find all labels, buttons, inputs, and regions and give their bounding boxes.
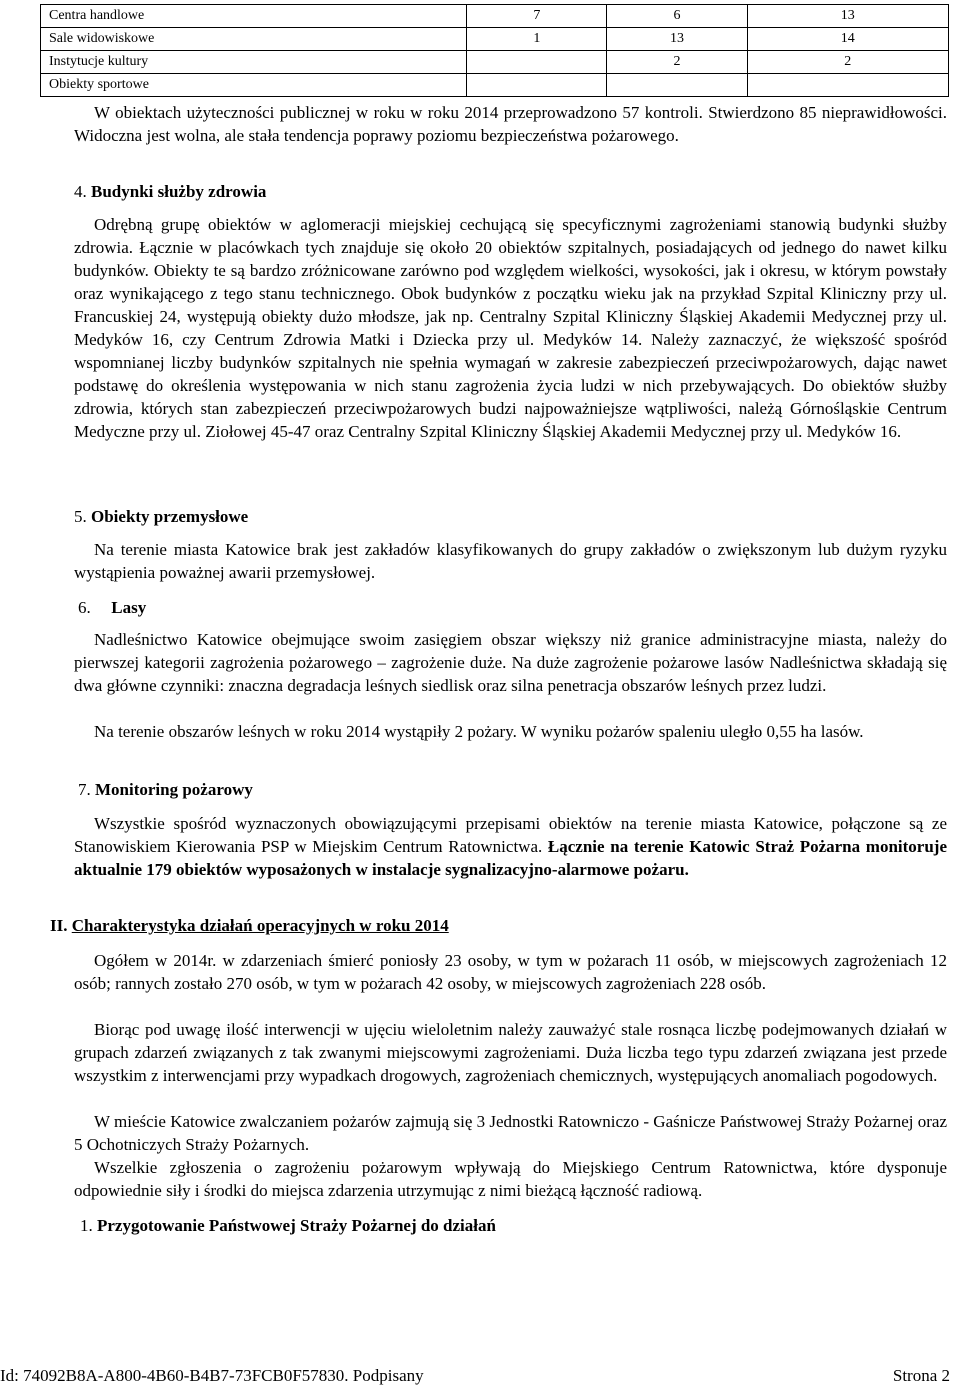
table-cell: 1 bbox=[467, 28, 607, 51]
paragraph-forest-risk: Nadleśnictwo Katowice obejmujące swoim zasięgiem obszar większy niż granice administracyjne miasta, należy do pierwszej kategorii zagrożenia pożarowego – zagrożenie duże. Na duże zagrożenie pożarowe lasów Nadleśnictwa składają się dwa główne czynniki: znaczna degradacja leśnych siedlisk oraz silna penetracja obszarów leśnych przez ludzi. bbox=[74, 630, 947, 695]
table-cell: 13 bbox=[607, 28, 747, 51]
table-cell: Sale widowiskowe bbox=[41, 28, 467, 51]
section-number: II. bbox=[50, 916, 68, 935]
page-number: Strona 2 bbox=[892, 1366, 950, 1385]
section-number: 7. bbox=[78, 780, 91, 799]
paragraph-industry: Na terenie miasta Katowice brak jest zakładów klasyfikowanych do grupy zakładów o zwiększonym lub dużym ryzyku wystąpienia poważnej awarii przemysłowej. bbox=[74, 540, 947, 582]
table-cell: 6 bbox=[607, 5, 747, 28]
table-cell: 13 bbox=[747, 5, 948, 28]
buildings-table bbox=[40, 4, 949, 97]
table-cell bbox=[607, 74, 747, 97]
table-cell bbox=[747, 74, 948, 97]
table-cell: Centra handlowe bbox=[41, 5, 467, 28]
paragraph-forest-fires: Na terenie obszarów leśnych w roku 2014 wystąpiły 2 pożary. W wyniku pożarów spaleniu uległo 0,55 ha lasów. bbox=[94, 722, 864, 741]
table-row bbox=[41, 74, 949, 97]
table-cell: Instytucje kultury bbox=[41, 51, 467, 74]
section-title: Budynki służby zdrowia bbox=[91, 182, 267, 201]
section-title: Lasy bbox=[111, 598, 147, 617]
section-number: 5. bbox=[74, 507, 87, 526]
table-cell: 2 bbox=[607, 51, 747, 74]
section-7-heading bbox=[78, 778, 253, 801]
table-row bbox=[41, 28, 949, 51]
section-6-heading bbox=[78, 596, 146, 619]
section-title: Charakterystyka działań operacyjnych w roku 2014 bbox=[71, 916, 449, 935]
section-4-heading bbox=[74, 180, 266, 203]
table-cell bbox=[467, 74, 607, 97]
table-row bbox=[41, 5, 949, 28]
table-cell: Obiekty sportowe bbox=[41, 74, 467, 97]
table-cell: 2 bbox=[747, 51, 948, 74]
monitoring-text: Wszystkie spośród wyznaczonych obowiązującymi przepisami obiektów na terenie miasta Katowice, połączone są ze Stanowiskiem Kierowania PSP w Miejskim Centrum Ratownictwa. bbox=[74, 814, 947, 856]
section-title: Obiekty przemysłowe bbox=[91, 507, 249, 526]
paragraph-interventions: Biorąc pod uwagę ilość interwencji w ujęciu wieloletnim należy zauważyć stale rosnąca liczbę podejmowanych działań w grupach zdarzeń związanych z tak zwanymi miejscowymi zagrożeniami. Duża liczba tego typu zdarzeń związana jest przede wszystkim z interwencjami przy wypadkach drogowych, zagrożeniach chemicznych, występujących anomaliach pogodowych. bbox=[74, 1020, 947, 1085]
section-5-heading bbox=[74, 505, 248, 528]
table-cell: 14 bbox=[747, 28, 948, 51]
section-number: 4. bbox=[74, 182, 87, 201]
page-footer bbox=[0, 1364, 960, 1387]
paragraph-notifications: Wszelkie zgłoszenia o zagrożeniu pożarowym wpływają do Miejskiego Centrum Ratownictwa, które dysponuje odpowiednie siły i środki do miejsca zdarzenia utrzymując z nimi bieżącą łączność radiową. bbox=[74, 1158, 947, 1200]
monitoring-summary: Łącznie na terenie Katowic Straż Pożarna monitoruje aktualnie 179 obiektów wyposażonych w instalacje sygnalizacyjno-alarmowe pożaru. bbox=[74, 837, 948, 879]
paragraph-casualties: Ogółem w 2014r. w zdarzeniach śmierć poniosły 23 osoby, w tym w pożarach 11 osób, w miejscowych zagrożeniach 12 osób; rannych zostało 270 osób, w tym w pożarach 42 osoby, w miejscowych zagrożeniach 228 osób. bbox=[74, 951, 947, 993]
subsection-1-heading bbox=[80, 1214, 496, 1237]
paragraph-public-buildings: W obiektach użyteczności publicznej w roku w roku 2014 przeprowadzono 57 kontroli. Stwierdzono 85 nieprawidłowości. Widoczna jest wolna, ale stała tendencja poprawy poziomu bezpieczeństwa pożarowego. bbox=[74, 103, 947, 145]
table-cell bbox=[467, 51, 607, 74]
paragraph-monitoring bbox=[74, 812, 947, 881]
section-II-heading bbox=[50, 914, 449, 937]
document-id: Id: 74092B8A-A800-4B60-B4B7-73FCB0F57830. Podpisany bbox=[0, 1366, 424, 1385]
section-title: Monitoring pożarowy bbox=[95, 780, 253, 799]
paragraph-units: W mieście Katowice zwalczaniem pożarów zajmują się 3 Jednostki Ratowniczo - Gaśnicze Państwowej Straży Pożarnej oraz 5 Ochotniczych Straży Pożarnych. bbox=[74, 1112, 947, 1154]
table-row bbox=[41, 51, 949, 74]
paragraph-health-buildings: Odrębną grupę obiektów w aglomeracji miejskiej cechującą się specyficznymi zagrożeniami stanowią budynki służby zdrowia. Łącznie w placówkach tych znajduje się około 20 obiektów szpitalnych, posiadających od jednego do nawet kilku budynków. Obiekty te są bardzo zróżnicowane zarówno pod względem wielkości, wysokości, jak i okresu, w którym powstały oraz wynikającego z tego stanu technicznego. Obok budynków z początku wieku jak na przykład Szpital Kliniczny przy ul. Francuskiej 24, występują obiekty dużo młodsze, jak np. Centralny Szpital Kliniczny Śląskiej Akademii Medycznej przy ul. Medyków 16, czy Centrum Zdrowia Matki i Dziecka przy ul. Medyków 14. Należy zaznaczyć, że większość spośród wspomnianej liczby budynków szpitalnych nie spełnia wymagań w zakresie zabezpieczeń przeciwpożarowych, dając nawet podstawę do określenia występowania w nich stanu zagrożenia życia ludzi w nich przebywających. Do obiektów służby zdrowia, których stan zabezpieczeń przeciwpożarowych budzi najpoważniejsze wątpliwości, należą Górnośląskie Centrum Medyczne przy ul. Ziołowej 45-47 oraz Centralny Szpital Kliniczny Śląskiej Akademii Medycznej przy ul. Medyków 16. bbox=[74, 215, 947, 441]
section-title: Przygotowanie Państwowej Straży Pożarnej do działań bbox=[97, 1216, 496, 1235]
section-number: 1. bbox=[80, 1216, 93, 1235]
section-number: 6. bbox=[78, 598, 91, 617]
table-cell: 7 bbox=[467, 5, 607, 28]
